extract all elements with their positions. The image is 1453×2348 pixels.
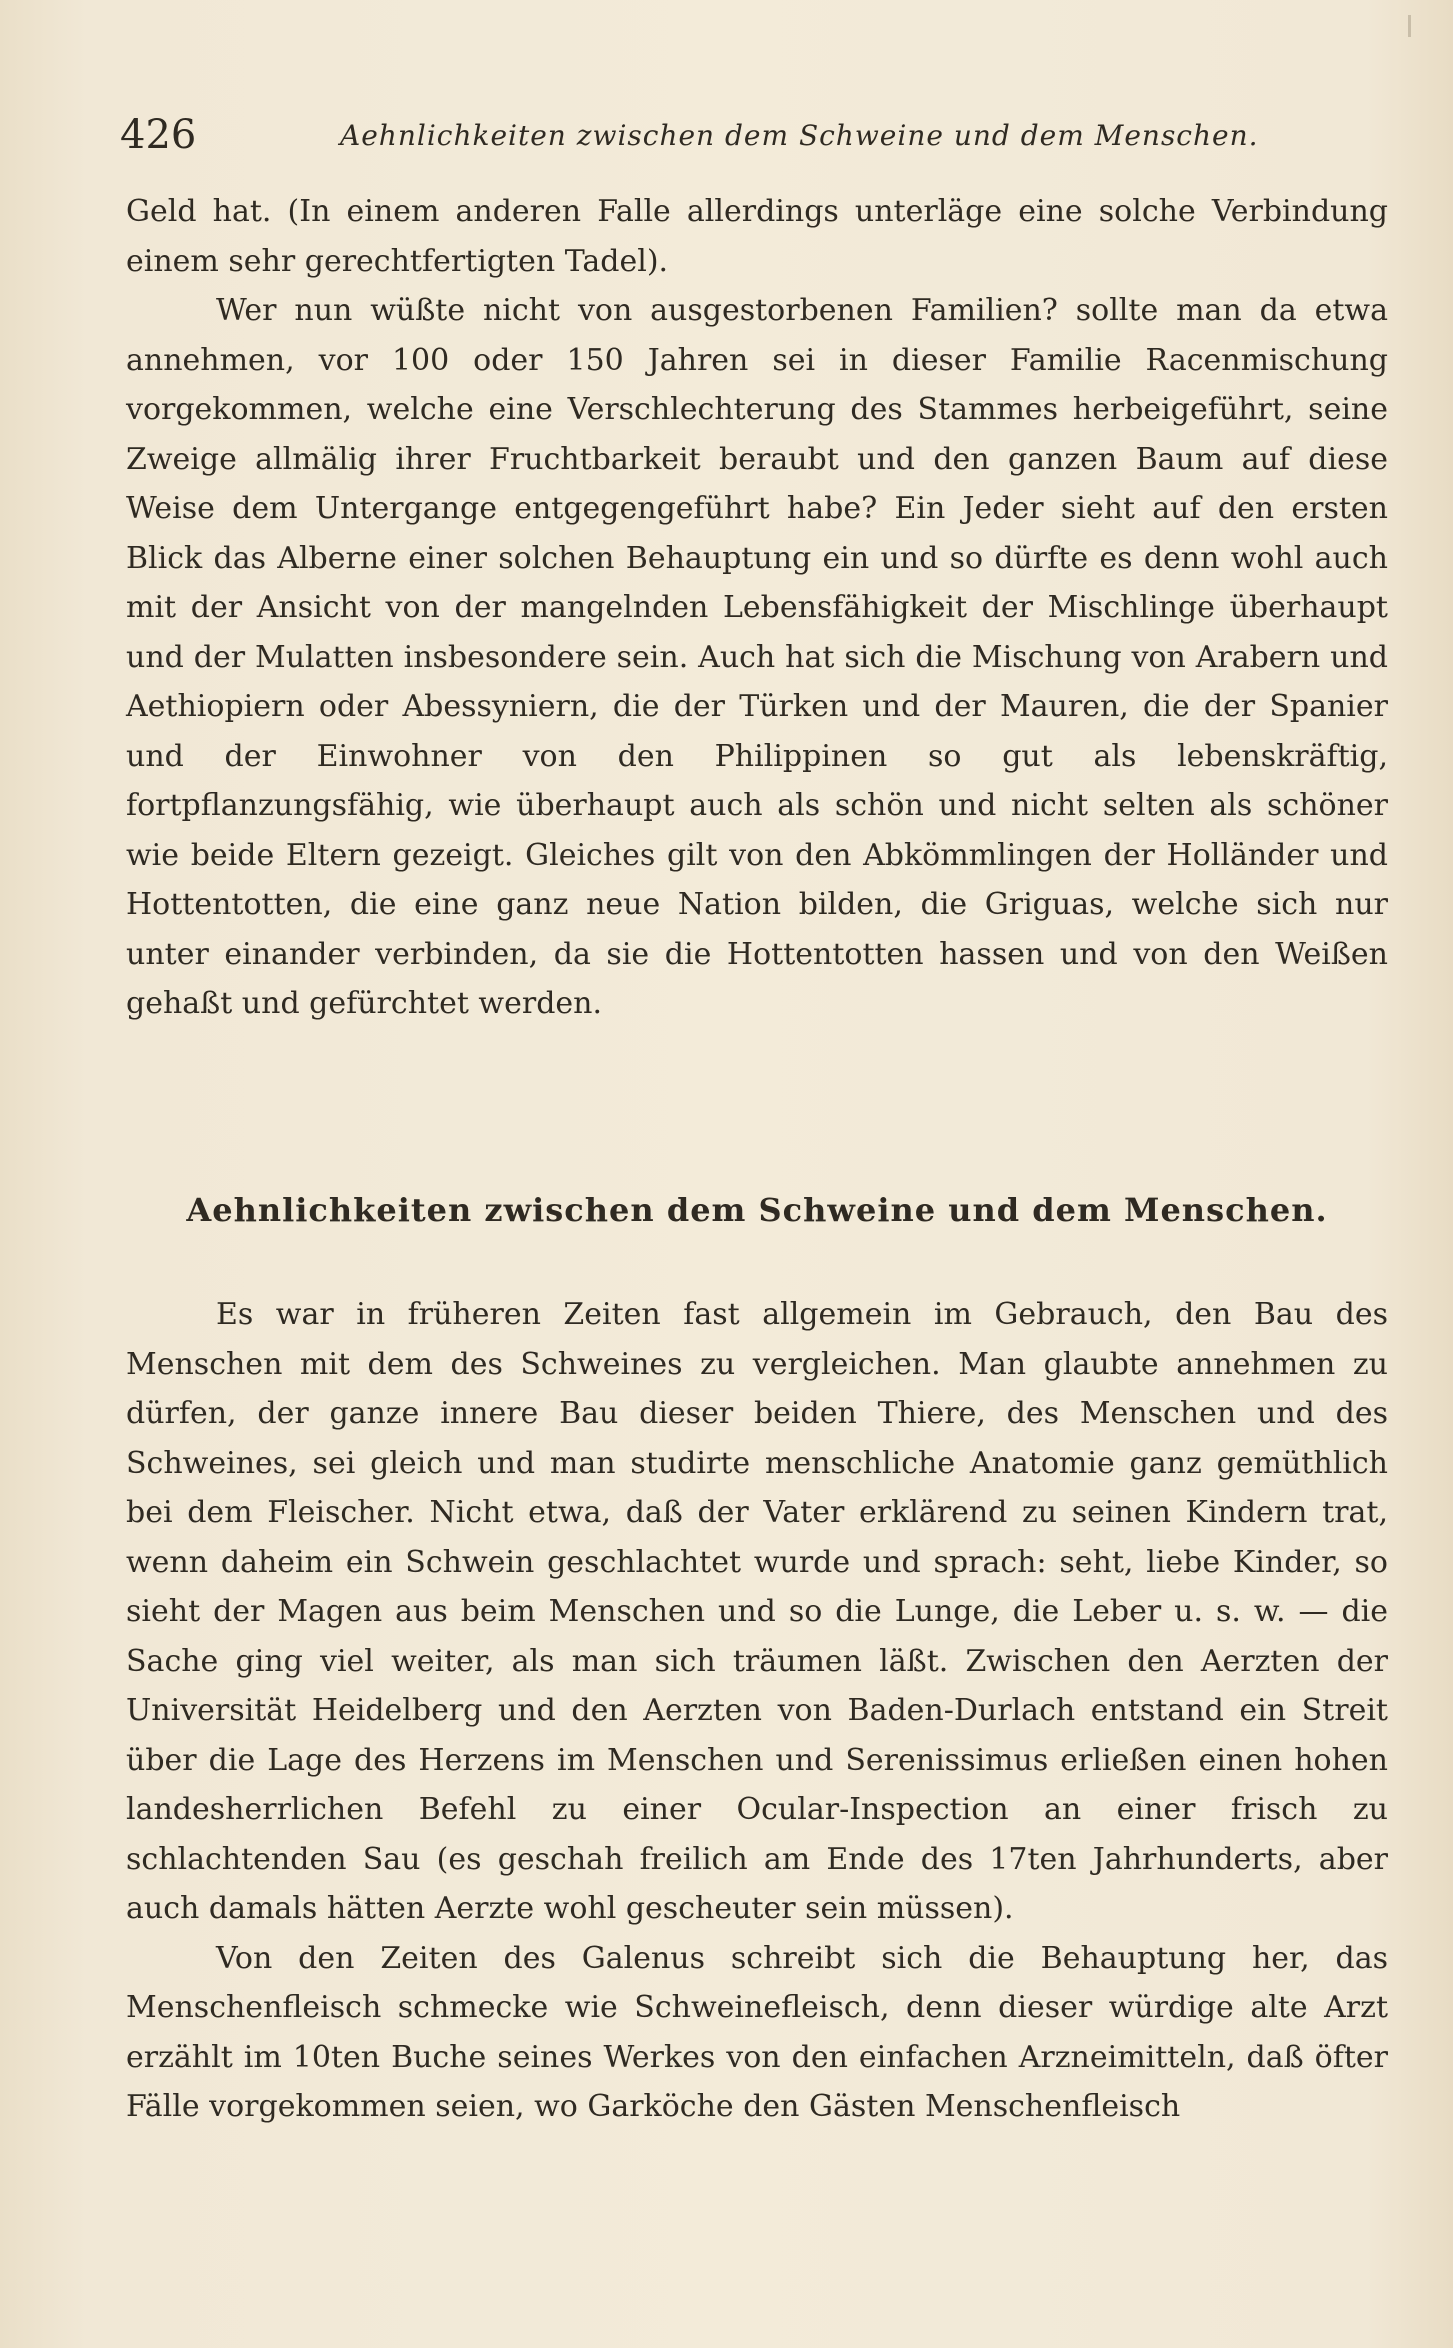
paragraph: Wer nun wüßte nicht von ausgestorbenen Familien? sollte man da etwa annehmen, vor 100 oder 150 Jahren sei in dieser Familie Racenmischung vorgekommen, welche eine Verschlechterung des Stammes herbeigeführt, seine Zweige allmälig ihrer Fruchtbarkeit beraubt und den ganzen Baum auf diese Weise dem Untergange entgegengeführt habe? Ein Jeder sieht auf den ersten Blick das Alberne einer solchen Behauptung ein und so dürfte es denn wohl auch mit der Ansicht von der mangelnden Lebensfähigkeit der Mischlinge überhaupt und der Mulatten insbesondere sein. Auch hat sich die Mischung von Arabern und Aethiopiern oder Abessyniern, die der Türken und der Mauren, die der Spanier und der Einwohner von den Philippinen so gut als lebenskräftig, fortpflanzungsfähig, wie überhaupt auch als schön und nicht selten als schöner wie beide Eltern gezeigt. Gleiches gilt von den Abkömmlingen der Holländer und Hottentotten, die eine ganz neue Nation bilden, die Griguas, welche sich nur unter einander verbinden, da sie die Hottentotten hassen und von den Weißen gehaßt und gefürchtet werden. — [126, 293, 1388, 1021]
running-title: Aehnlichkeiten zwischen dem Schweine und dem Menschen. — [340, 119, 1259, 152]
body-text-after-heading — [126, 1290, 1388, 2132]
paragraph: Von den Zeiten des Galenus schreibt sich die Behauptung her, das Menschenfleisch schmecke wie Schweinefleisch, denn dieser würdige alte Arzt erzählt im 10ten Buche seines Werkes von den einfachen Arzneimitteln, daß öfter Fälle vorgekommen seien, wo Garköche den Gästen Menschenfleisch — [126, 1940, 1388, 2124]
paragraph: Geld hat. (In einem anderen Falle allerdings unterläge eine solche Verbindung einem sehr gerechtfertigten Tadel). — [126, 194, 1388, 279]
page-edge-mark — [1408, 15, 1411, 37]
body-text-before-heading — [126, 187, 1388, 1029]
section-heading: Aehnlichkeiten zwischen dem Schweine und dem Menschen. — [186, 1191, 1328, 1229]
page-number: 426 — [120, 112, 197, 158]
running-head — [120, 110, 1390, 160]
paragraph: Es war in früheren Zeiten fast allgemein im Gebrauch, den Bau des Menschen mit dem des Schweines zu vergleichen. Man glaubte annehmen zu dürfen, der ganze innere Bau dieser beiden Thiere, des Menschen und des Schweines, sei gleich und man studirte menschliche Anatomie ganz gemüthlich bei dem Fleischer. Nicht etwa, daß der Vater erklärend zu seinen Kindern trat, wenn daheim ein Schwein geschlachtet wurde und sprach: seht, liebe Kinder, so sieht der Magen aus beim Menschen und so die Lunge, die Leber u. s. w. — die Sache ging viel weiter, als man sich träumen läßt. Zwischen den Aerzten der Universität Heidelberg und den Aerzten von Baden-Durlach entstand ein Streit über die Lage des Herzens im Menschen und Serenissimus erließen einen hohen landesherrlichen Befehl zu einer Ocular-Inspection an einer frisch zu schlachtenden Sau (es geschah freilich am Ende des 17ten Jahrhunderts, aber auch damals hätten Aerzte wohl gescheuter sein müssen). — [126, 1297, 1388, 1926]
